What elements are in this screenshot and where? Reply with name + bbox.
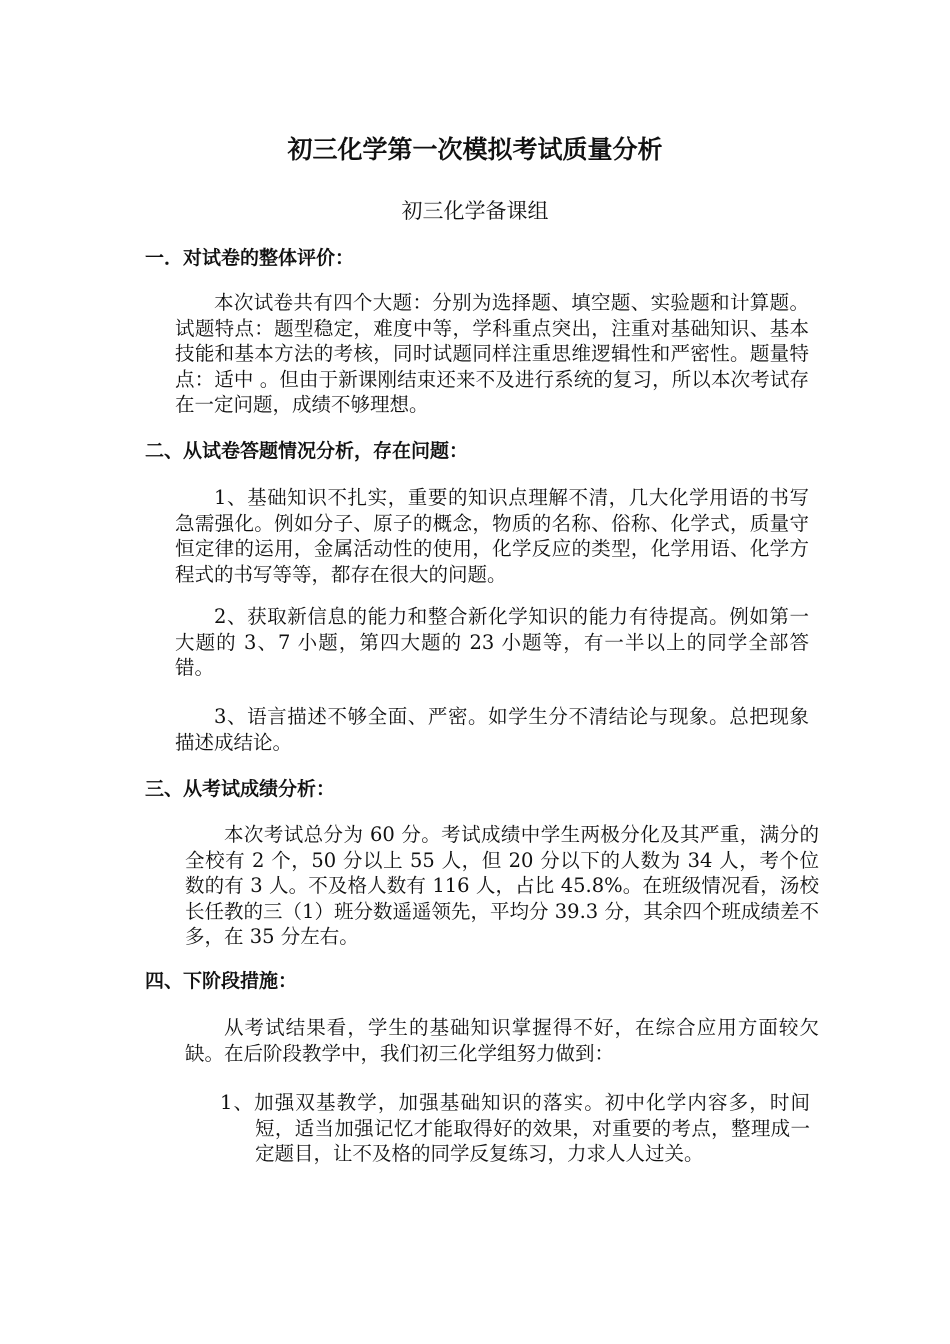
section-heading-next-steps: 四、下阶段措施：: [145, 970, 298, 992]
paragraph-problem-1: 1、基础知识不扎实，重要的知识点理解不清，几大化学用语的书写急需强化。例如分子、原子的概念，物质的名称、俗称、化学式，质量守恒定律的运用，金属活动性的使用，化学反应的类型，化学用语、化学方程式的书写等等，都存在很大的问题。: [175, 486, 809, 586]
paragraph-problem-3: 3、语言描述不够全面、严密。如学生分不清结论与现象。总把现象描述成结论。: [175, 705, 809, 754]
document-author: 初三化学备课组: [401, 199, 549, 223]
document-title: 初三化学第一次模拟考试质量分析: [287, 135, 663, 164]
section-heading-score-analysis: 三、从考试成绩分析：: [145, 778, 336, 800]
paragraph-problem-2: 2、获取新信息的能力和整合新化学知识的能力有待提高。例如第一大题的 3、7 小题，第四大题的 23 小题等，有一半以上的同学全部答错。: [175, 605, 809, 679]
list-item-measure-1: 1、加强双基教学，加强基础知识的落实。初中化学内容多，时间短，适当加强记忆才能取得好的效果，对重要的考点，整理成一定题目，让不及格的同学反复练习，力求人人过关。: [220, 1091, 810, 1165]
paragraph-overall-evaluation: 本次试卷共有四个大题：分别为选择题、填空题、实验题和计算题。试题特点：题型稳定，难度中等，学科重点突出，注重对基础知识、基本技能和基本方法的考核，同时试题同样注重思维逻辑性和严密性。题量特点：适中 。但由于新课刚结束还来不及进行系统的复习，所以本次考试存在一定问题，成绩不够理想。: [175, 291, 809, 416]
paragraph-next-steps: 从考试结果看，学生的基础知识掌握得不好，在综合应用方面较欠缺。在后阶段教学中，我们初三化学组努力做到：: [185, 1016, 819, 1065]
section-heading-overall-evaluation: 一．对试卷的整体评价：: [145, 247, 355, 269]
paragraph-score-analysis: 本次考试总分为 60 分。考试成绩中学生两极分化及其严重，满分的全校有 2 个，50 分以上 55 人，但 20 分以下的人数为 34 人，考个位数的有 3 人。不及格人数有 116 人，占比 45.8%。在班级情况看，汤校长任教的三（1）班分数遥遥领先，平均分 39.3 分，其余四个班成绩差不多，在 35 分左右。: [185, 823, 819, 948]
section-heading-problems: 二、从试卷答题情况分析，存在问题：: [145, 440, 469, 462]
